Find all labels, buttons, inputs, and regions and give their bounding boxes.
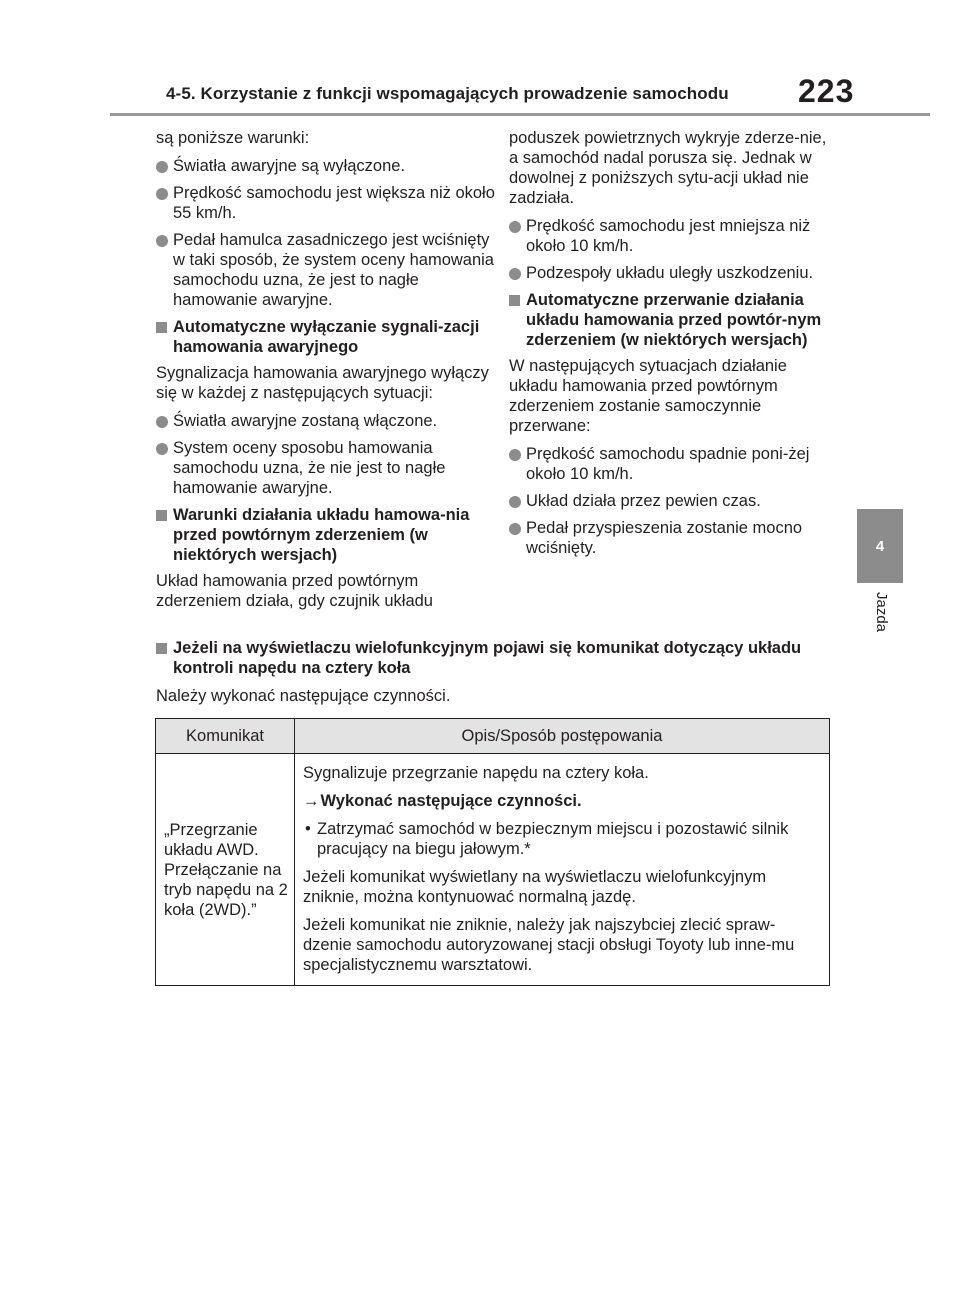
list-item: Prędkość samochodu jest mniejsza niż około 10 km/h.: [509, 216, 839, 256]
bullet-dot-icon: [156, 188, 168, 200]
header-divider: [110, 113, 930, 116]
bullet-dot-icon: [509, 221, 521, 233]
bullet-dot-icon: [156, 443, 168, 455]
list-item: Podzespoły układu uległy uszkodzeniu.: [509, 263, 839, 283]
section-text: Należy wykonać następujące czynności.: [156, 687, 451, 705]
section-text: W następujących sytuacjach działanie układu hamowania przed powtórnym zderzeniem zostanie samoczynnie przerwane:: [509, 357, 787, 435]
column-header-message: Komunikat: [156, 719, 295, 754]
section-heading: Jeżeli na wyświetlaczu wielofunkcyjnym pojawi się komunikat dotyczący układu kontroli napędu na cztery koła: [156, 638, 836, 678]
description-cell: [295, 754, 830, 986]
table-header-row: [156, 719, 830, 754]
section-heading: Automatyczne wyłączanie sygnali-zacji hamowania awaryjnego: [156, 317, 496, 357]
section-heading: Warunki działania układu hamowa-nia przed powtórnym zderzeniem (w niektórych wersjach): [156, 505, 496, 565]
description-text: Jeżeli komunikat wyświetlany na wyświetlaczu wielofunkcyjnym zniknie, można kontynuować normalną jazdę.: [303, 868, 767, 906]
section-text: Sygnalizacja hamowania awaryjnego wyłączy się w każdej z następujących sytuacji:: [156, 364, 489, 402]
list-item: • Zatrzymać samochód w bezpiecznym miejscu i pozostawić silnik pracujący na biegu jałowym.*: [305, 820, 789, 858]
square-bullet-icon: [156, 322, 167, 333]
list-item: System oceny sposobu hamowania samochodu uzna, że nie jest to nagłe hamowanie awaryjne.: [156, 438, 496, 498]
section-title: 4-5. Korzystanie z funkcji wspomagających prowadzenie samochodu: [166, 84, 729, 103]
table-row: [156, 754, 830, 986]
square-bullet-icon: [156, 643, 167, 654]
bullet-icon: •: [305, 820, 311, 838]
bullet-dot-icon: [156, 235, 168, 247]
wide-section: [156, 638, 836, 706]
bullet-dot-icon: [156, 161, 168, 173]
action-line: →Wykonać następujące czynności.: [303, 792, 582, 810]
list-item: Światła awaryjne są wyłączone.: [156, 156, 496, 176]
left-column: [156, 128, 496, 619]
section-heading: Automatyczne przerwanie działania układu hamowania przed powtór-nym zderzeniem (w niektórych wersjach): [509, 290, 839, 350]
right-column: [509, 128, 839, 565]
intro-text: są poniższe warunki:: [156, 129, 310, 147]
continuation-text: poduszek powietrznych wykryje zderze-nie, a samochód nadal porusza się. Jednak w dowolnej z poniższych sytu-acji układ nie zadziała.: [509, 129, 827, 207]
section-text: Układ hamowania przed powtórnym zderzeniem działa, gdy czujnik układu: [156, 572, 433, 610]
page-number: 223: [798, 73, 855, 109]
square-bullet-icon: [156, 510, 167, 521]
column-header-description: Opis/Sposób postępowania: [295, 719, 830, 754]
list-item: Pedał hamulca zasadniczego jest wciśnięty w taki sposób, że system oceny hamowania samochodu uzna, że jest to nagłe hamowanie awaryjne.: [156, 230, 496, 310]
list-item: Prędkość samochodu spadnie poni-żej około 10 km/h.: [509, 444, 839, 484]
list-item: Pedał przyspieszenia zostanie mocno wciśnięty.: [509, 518, 839, 558]
bullet-dot-icon: [509, 496, 521, 508]
message-cell: „Przegrzanie układu AWD. Przełączanie na tryb napędu na 2 koła (2WD).”: [156, 754, 295, 986]
description-text: Sygnalizuje przegrzanie napędu na cztery koła.: [303, 764, 649, 782]
bullet-dot-icon: [509, 523, 521, 535]
chapter-number: 4: [875, 537, 885, 555]
message-table: [155, 718, 830, 986]
bullet-dot-icon: [156, 416, 168, 428]
chapter-tab[interactable]: [857, 509, 903, 583]
chapter-label: Jazda: [873, 592, 890, 633]
list-item: Układ działa przez pewien czas.: [509, 491, 839, 511]
description-text: Jeżeli komunikat nie zniknie, należy jak najszybciej zlecić spraw-dzenie samochodu autoryzowanej stacji obsługi Toyoty lub inne-mu specjalistycznemu warsztatowi.: [303, 916, 795, 974]
list-item: Prędkość samochodu jest większa niż około 55 km/h.: [156, 183, 496, 223]
bullet-dot-icon: [509, 268, 521, 280]
bullet-dot-icon: [509, 449, 521, 461]
arrow-right-icon: →: [303, 792, 320, 810]
square-bullet-icon: [509, 295, 520, 306]
list-item: Światła awaryjne zostaną włączone.: [156, 411, 496, 431]
